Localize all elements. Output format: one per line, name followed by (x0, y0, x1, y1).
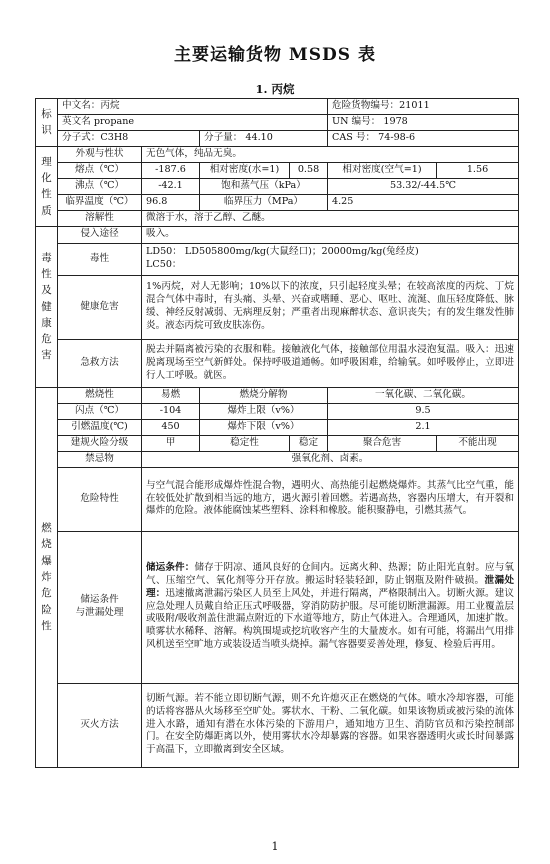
rel-density-water-value: 0.58 (290, 162, 328, 178)
health-hazard-label: 健康危害 (58, 275, 142, 339)
exposure-route-label: 侵入途径 (58, 226, 142, 243)
phys-row-3 (36, 178, 519, 194)
section-label-physical: 理 化 性 质 (36, 146, 58, 226)
storage-text: 储存于阴凉、通风良好的仓间内。远离火种、热源；防止阳光直射。应与氧气、压缩空气、氧化剂等分开存放。搬运时轻装轻卸，防止钢瓶及附件破损。 (146, 561, 515, 586)
first-aid-value: 脱去并隔离被污染的衣服和鞋。接触液化气体，接触部位用温水浸泡复温。吸入：迅速脱离现场至空气新鲜处。保持呼吸道通畅。如呼吸困难，给输氧。如呼吸停止，立即进行人工呼吸。就医。 (142, 339, 519, 387)
decomposition-label: 燃烧分解物 (200, 387, 328, 403)
phys-row-2 (36, 162, 519, 178)
toxicity-label: 毒性 (58, 243, 142, 275)
rel-density-water-label: 相对密度(水=1) (200, 162, 290, 178)
incompatibles-label: 禁忌物 (58, 451, 142, 467)
fire-row-2 (36, 403, 519, 419)
storage-leak-value (142, 531, 519, 683)
leak-text: 迅速撤离泄漏污染区人员至上风处，并进行隔离，严格限制出入。切断火源。建议应急处理人员戴自给正压式呼吸器，穿消防防护服。尽可能切断泄漏源。用工业覆盖层或吸附/吸收剂盖住泄漏点附近的下水道等地方，防止气体进入。合理通风，加速扩散。喷雾状水稀释、溶解。构筑围堤或挖坑收容产生的大量废水。如有可能，将漏出气用排风机送至空旷地方或装设适当喷头烧掉。漏气容器要妥善处理，修复、检验后再用。 (146, 587, 515, 651)
hazard-properties-label: 危险特性 (58, 467, 142, 531)
flammability-value: 易燃 (142, 387, 200, 403)
phys-row-1 (36, 146, 519, 162)
stability-value: 稳定 (290, 435, 328, 451)
document-title: 主要运输货物 MSDS 表 (174, 45, 376, 65)
storage-heading: 储运条件： (146, 561, 195, 573)
id-row-1 (36, 99, 519, 115)
id-row-3 (36, 130, 519, 146)
fire-row-4 (36, 435, 519, 451)
lower-explosive-limit-value: 2.1 (328, 419, 519, 435)
critical-temp-label: 临界温度（℃） (58, 194, 142, 210)
solubility-label: 溶解性 (58, 210, 142, 226)
cn-name: 中文名：丙烷 (58, 99, 328, 115)
lower-explosive-limit-label: 爆炸下限（v%） (200, 419, 328, 435)
critical-temp-value: 96.8 (142, 194, 200, 210)
fire-row-1 (36, 387, 519, 403)
health-row-toxicity (36, 243, 519, 275)
incompatibles-value: 强氧化剂、卤素。 (142, 451, 519, 467)
critical-pressure-label: 临界压力（MPa） (200, 194, 328, 210)
melting-point-label: 熔点（℃） (58, 162, 142, 178)
fire-row-extinguish (36, 683, 519, 767)
health-row-first-aid (36, 339, 519, 387)
solubility-value: 微溶于水，溶于乙醇、乙醚。 (142, 210, 519, 226)
fire-class-label: 建规火险分级 (58, 435, 142, 451)
formula-label: 分子式： (62, 131, 101, 143)
decomposition-value: 一氧化碳、二氧化碳。 (328, 387, 519, 403)
vapor-pressure-value: 53.32/-44.5℃ (328, 178, 519, 194)
flash-point-label: 闪点（℃） (58, 403, 142, 419)
rel-density-air-value: 1.56 (437, 162, 519, 178)
polymerization-value: 不能出现 (437, 435, 519, 451)
section-label-health: 毒 性 及 健 康 危 害 (36, 226, 58, 387)
cas-number: CAS 号： 74-98-6 (328, 130, 519, 146)
polymerization-label: 聚合危害 (328, 435, 437, 451)
autoignition-label: 引燃温度(℃) (58, 419, 142, 435)
boiling-point-value: -42.1 (142, 178, 200, 194)
vapor-pressure-label: 饱和蒸气压（kPa） (200, 178, 328, 194)
storage-leak-label: 储运条件 与泄漏处理 (58, 531, 142, 683)
toxicity-lc50: LC50： (146, 259, 182, 271)
section-label-fire: 燃 烧 爆 炸 危 险 性 (36, 387, 58, 767)
phys-row-4 (36, 194, 519, 210)
section-label-identification: 标 识 (36, 99, 58, 147)
toxicity-value (142, 243, 519, 275)
first-aid-label: 急救方法 (58, 339, 142, 387)
en-name: 英文名 propane (58, 114, 328, 130)
formula-value: C3H8 (100, 131, 129, 143)
phys-row-5 (36, 210, 519, 226)
extinguishing-value: 切断气源。若不能立即切断气源，则不允许熄灭正在燃烧的气体。喷水冷却容器，可能的话将容器从火场移至空旷处。雾状水、干粉、二氧化碳。如果该物质或被污染的流体进入水路，通知有潜在水体污染的下游用户，通知地方卫生、消防官员和污染控制部门。在安全防爆距离以外，使用雾状水冷却暴露的容器。如果容器透明火或长时间暴露于高温下，立即撤离到安全区域。 (142, 683, 519, 767)
page-number: 1 (271, 840, 279, 853)
upper-explosive-limit-value: 9.5 (328, 403, 519, 419)
health-row-hazard (36, 275, 519, 339)
exposure-route-value: 吸入。 (142, 226, 519, 243)
formula-cell (58, 130, 200, 146)
health-row-route (36, 226, 519, 243)
fire-row-danger (36, 467, 519, 531)
substance-heading: 1. 丙烷 (255, 82, 295, 96)
molecular-weight: 分子量： 44.10 (200, 130, 328, 146)
appearance-value: 无色气体，纯品无臭。 (142, 146, 519, 162)
toxicity-ld50: LD50： LD505800mg/kg(大鼠经口)；20000mg/kg(兔经皮) (146, 246, 419, 258)
autoignition-value: 450 (142, 419, 200, 435)
msds-table (35, 98, 519, 768)
hazard-properties-value: 与空气混合能形成爆炸性混合物，遇明火、高热能引起燃烧爆炸。其蒸气比空气重，能在较低处扩散到相当远的地方，遇火源引着回燃。若遇高热，容器内压增大，有开裂和爆炸的危险。液体能腐蚀某些塑料、涂料和橡胶。能积聚静电，引燃其蒸气。 (142, 467, 519, 531)
fire-row-storage (36, 531, 519, 683)
fire-row-5 (36, 451, 519, 467)
health-hazard-value: 1%丙烷，对人无影响；10%以下的浓度，只引起轻度头晕；在较高浓度的丙烷、丁烷混合气体中毒时，有头痛、头晕、兴奋或嗜睡、恶心、呕吐、流涎、血压轻度降低、脉缓、神经反射减弱、无病理反射；严重者出现麻醉状态、意识丧失；有的发生继发性肺炎。液态丙烷可致皮肤冻伤。 (142, 275, 519, 339)
rel-density-air-label: 相对密度(空气=1) (328, 162, 437, 178)
stability-label: 稳定性 (200, 435, 290, 451)
melting-point-value: -187.6 (142, 162, 200, 178)
appearance-label: 外观与性状 (58, 146, 142, 162)
upper-explosive-limit-label: 爆炸上限（v%） (200, 403, 328, 419)
extinguishing-label: 灭火方法 (58, 683, 142, 767)
leak-heading: 泄漏处理： (146, 574, 515, 599)
flash-point-value: -104 (142, 403, 200, 419)
boiling-point-label: 沸点（℃） (58, 178, 142, 194)
un-number: UN 编号： 1978 (328, 114, 519, 130)
id-row-2 (36, 114, 519, 130)
critical-pressure-value: 4.25 (328, 194, 519, 210)
fire-row-3 (36, 419, 519, 435)
fire-class-value: 甲 (142, 435, 200, 451)
flammability-label: 燃烧性 (58, 387, 142, 403)
dg-number: 危险货物编号：21011 (328, 99, 519, 115)
